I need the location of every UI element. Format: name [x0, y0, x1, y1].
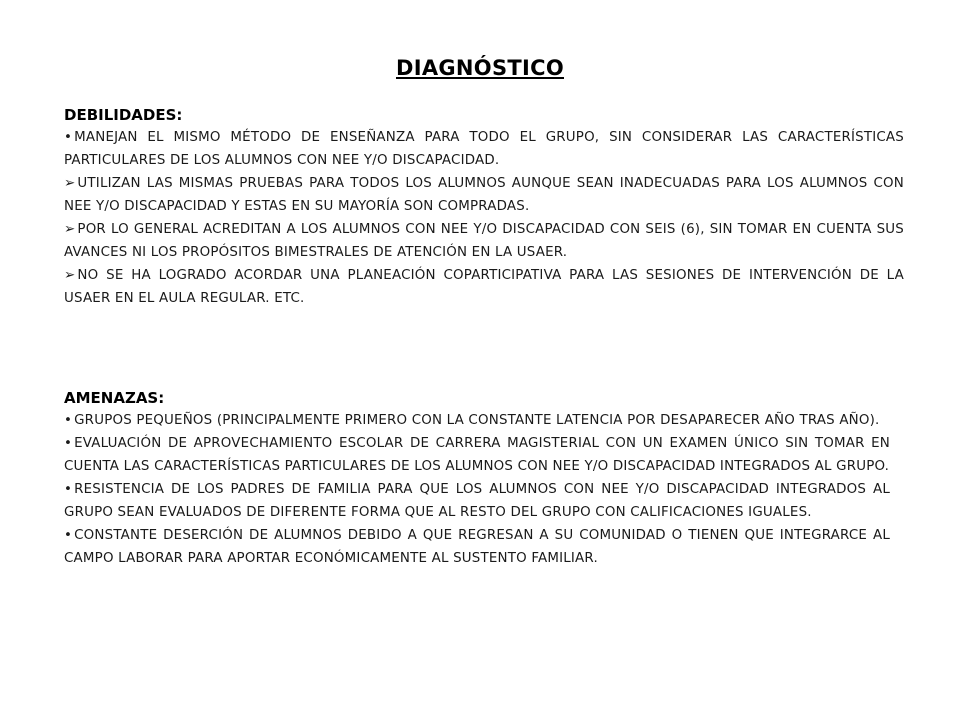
- list-item-text: CONSTANTE DESERCIÓN DE ALUMNOS DEBIDO A QUE REGRESAN A SU COMUNIDAD O TIENEN QUE INTEGRARCE AL CAMPO LABORAR PARA APORTAR ECONÓMICAMENTE AL SUSTENTO FAMILIAR.: [64, 528, 890, 566]
- page-title: DIAGNÓSTICO: [396, 56, 564, 80]
- list-item: [64, 409, 890, 432]
- section-debilidades: [64, 106, 904, 310]
- list-item-text: RESISTENCIA DE LOS PADRES DE FAMILIA PARA QUE LOS ALUMNOS CON NEE Y/O DISCAPACIDAD INTEGRADOS AL GRUPO SEAN EVALUADOS DE DIFERENTE FORMA QUE AL RESTO DEL GRUPO CON CALIFICACIONES IGUALES.: [64, 482, 890, 520]
- bullet-dot-icon: •: [64, 413, 73, 428]
- bullet-dot-icon: •: [64, 130, 73, 145]
- section-amenazas: [64, 389, 904, 570]
- section-heading-amenazas: AMENAZAS:: [64, 389, 165, 407]
- list-item-text: UTILIZAN LAS MISMAS PRUEBAS PARA TODOS LOS ALUMNOS AUNQUE SEAN INADECUADAS PARA LOS ALUMNOS CON NEE Y/O DISCAPACIDAD Y ESTAS EN SU MAYORÍA SON COMPRADAS.: [64, 176, 904, 214]
- list-item: [64, 432, 890, 478]
- list-item: [64, 524, 890, 570]
- section-heading-debilidades: DEBILIDADES:: [64, 106, 183, 124]
- list-item-text: POR LO GENERAL ACREDITAN A LOS ALUMNOS CON NEE Y/O DISCAPACIDAD CON SEIS (6), SIN TOMAR EN CUENTA SUS AVANCES NI LOS PROPÓSITOS BIMESTRALES DE ATENCIÓN EN LA USAER.: [64, 222, 904, 260]
- bullet-arrow-icon: ➢: [64, 176, 76, 191]
- list-item: [64, 218, 904, 264]
- list-item: [64, 264, 904, 310]
- list-item: [64, 126, 904, 172]
- bullet-arrow-icon: ➢: [64, 222, 76, 237]
- bullet-dot-icon: •: [64, 528, 73, 543]
- list-item: [64, 478, 890, 524]
- list-item-text: GRUPOS PEQUEÑOS (PRINCIPALMENTE PRIMERO CON LA CONSTANTE LATENCIA POR DESAPARECER AÑO TRAS AÑO).: [74, 413, 880, 428]
- list-item: [64, 172, 904, 218]
- list-item-text: MANEJAN EL MISMO MÉTODO DE ENSEÑANZA PARA TODO EL GRUPO, SIN CONSIDERAR LAS CARACTERÍSTICAS PARTICULARES DE LOS ALUMNOS CON NEE Y/O DISCAPACIDAD.: [64, 130, 904, 168]
- bullet-dot-icon: •: [64, 482, 73, 497]
- list-item-text: NO SE HA LOGRADO ACORDAR UNA PLANEACIÓN COPARTICIPATIVA PARA LAS SESIONES DE INTERVENCIÓN DE LA USAER EN EL AULA REGULAR. ETC.: [64, 268, 904, 306]
- bullet-arrow-icon: ➢: [64, 268, 76, 283]
- bullet-dot-icon: •: [64, 436, 73, 451]
- list-item-text: EVALUACIÓN DE APROVECHAMIENTO ESCOLAR DE CARRERA MAGISTERIAL CON UN EXAMEN ÚNICO SIN TOMAR EN CUENTA LAS CARACTERÍSTICAS PARTICULARES DE LOS ALUMNOS CON NEE Y/O DISCAPACIDAD INTEGRADOS AL GRUPO.: [64, 436, 890, 474]
